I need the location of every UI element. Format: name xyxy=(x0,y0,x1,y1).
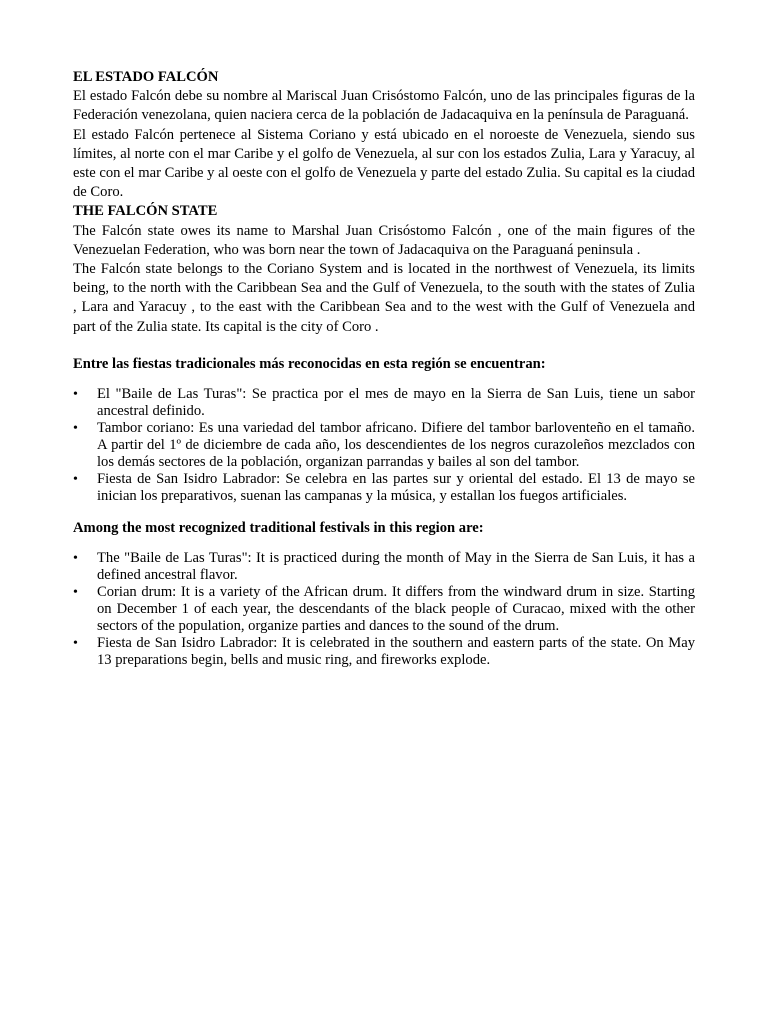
section-title-en: THE FALCÓN STATE xyxy=(73,203,218,220)
festivals-en-list xyxy=(73,550,695,669)
festivals-es-heading: Entre las fiestas tradicionales más reconocidas en esta región se encuentran: xyxy=(73,355,546,372)
list-item-text: Fiesta de San Isidro Labrador: It is celebrated in the southern and eastern parts of the state. On May 13 preparations begin, bells and music ring, and fireworks explode. xyxy=(97,635,695,669)
list-item xyxy=(73,420,695,471)
list-item-text: Fiesta de San Isidro Labrador: Se celebra en las partes sur y oriental del estado. El 13 de mayo se inician los preparativos, suenan las campanas y la música, y estallan los fuegos artificiales. xyxy=(97,471,695,505)
festivals-en-heading: Among the most recognized traditional festivals in this region are: xyxy=(73,520,484,537)
document-page xyxy=(73,68,695,669)
paragraph-en-location: The Falcón state belongs to the Coriano System and is located in the northwest of Venezuela, its limits being, to the north with the Caribbean Sea and the Gulf of Venezuela, to the south with the states of Zulia , Lara and Yaracuy , to the east with the Caribbean Sea and to the west with the Gulf of Venezuela and part of the Zulia state. Its capital is the city of Coro . xyxy=(73,261,695,335)
list-item xyxy=(73,386,695,420)
bullet-icon: • xyxy=(73,585,78,601)
list-item xyxy=(73,550,695,584)
bullet-icon: • xyxy=(73,636,78,652)
list-item-text: El "Baile de Las Turas": Se practica por el mes de mayo en la Sierra de San Luis, tiene un sabor ancestral definido. xyxy=(97,386,695,420)
bullet-icon: • xyxy=(73,551,78,567)
bullet-icon: • xyxy=(73,472,78,488)
list-item-text: Tambor coriano: Es una variedad del tambor africano. Difiere del tambor barloventeño en el tamaño. A partir del 1º de diciembre de cada año, los descendientes de los negros curazoleños mezclados con los demás sectores de la población, organizan parrandas y bailes al son del tambor. xyxy=(97,420,695,471)
bullet-icon: • xyxy=(73,387,78,403)
paragraph-en-origin: The Falcón state owes its name to Marshal Juan Crisóstomo Falcón , one of the main figures of the Venezuelan Federation, who was born near the town of Jadacaquiva on the Paraguaná peninsula . xyxy=(73,222,695,258)
section-title-es: EL ESTADO FALCÓN xyxy=(73,69,219,85)
festivals-es-list xyxy=(73,386,695,505)
list-item-text: The "Baile de Las Turas": It is practiced during the month of May in the Sierra de San Luis, it has a defined ancestral flavor. xyxy=(97,550,695,584)
list-item xyxy=(73,584,695,635)
list-item-text: Corian drum: It is a variety of the African drum. It differs from the windward drum in size. Starting on December 1 of each year, the descendants of the black people of Curacao, mixed with the other sectors of the population, organize parties and dances to the sound of the drum. xyxy=(97,584,695,635)
list-item xyxy=(73,635,695,669)
paragraph-es-origin: El estado Falcón debe su nombre al Mariscal Juan Crisóstomo Falcón, uno de las principales figuras de la Federación venezolana, quien naciera cerca de la población de Jadacaquiva en la península de Paraguaná. xyxy=(73,88,695,124)
paragraph-es-location: El estado Falcón pertenece al Sistema Coriano y está ubicado en el noroeste de Venezuela, siendo sus límites, al norte con el mar Caribe y el golfo de Venezuela, al sur con los estados Zulia, Lara y Yaracuy, al este con el mar Caribe y al oeste con el golfo de Venezuela y parte del estado Zulia. Su capital es la ciudad de Coro. xyxy=(73,126,695,201)
bullet-icon: • xyxy=(73,421,78,437)
list-item xyxy=(73,471,695,505)
